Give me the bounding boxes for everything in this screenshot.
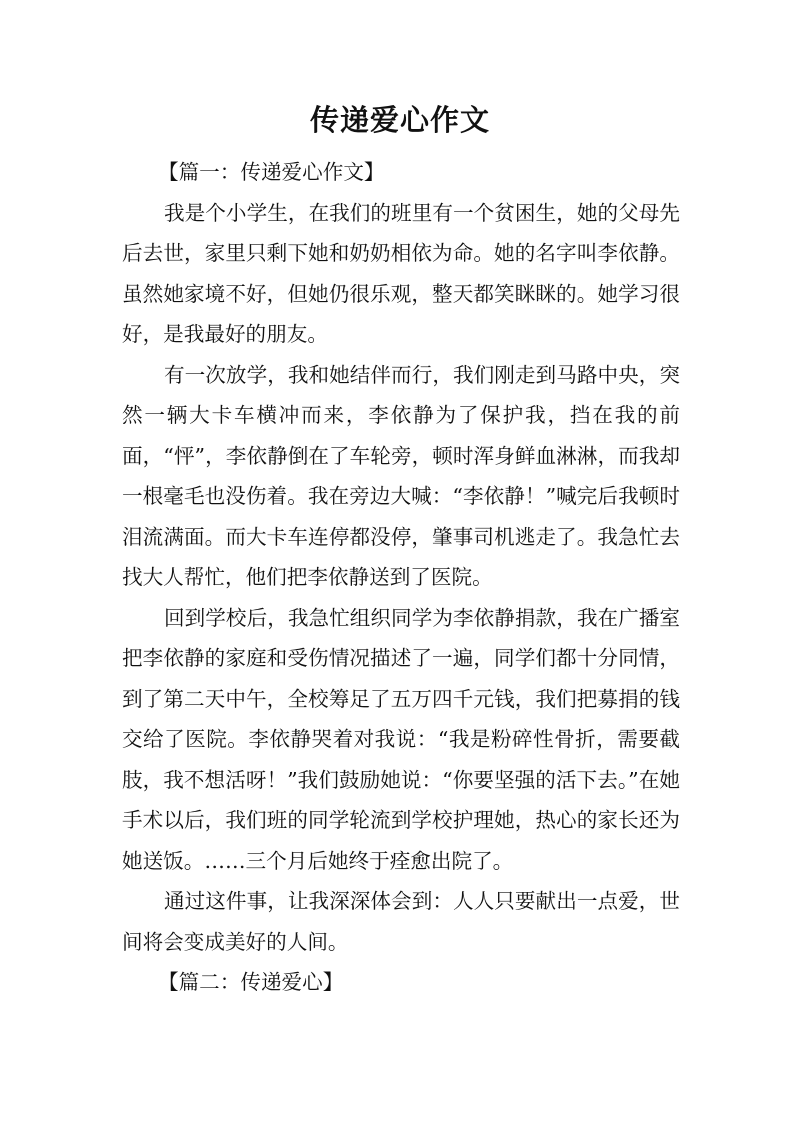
paragraph-3: 回到学校后，我急忙组织同学为李依静捐款，我在广播室把李依静的家庭和受伤情况描述了一遍，同学们都十分同情，到了第二天中午，全校筹足了五万四千元钱，我们把募捐的钱交给了医院。李依静哭着对我说：“我是粉碎性骨折，需要截肢，我不想活呀！”我们鼓励她说：“你要坚强的活下去。”在她手术以后，我们班的同学轮流到学校护理她，热心的家长还为她送饭。……三个月后她终于痊愈出院了。: [122, 605, 680, 873]
section-1-heading: 【篇一：传递爱心作文】: [158, 160, 385, 184]
paragraph-2: 有一次放学，我和她结伴而行，我们刚走到马路中央，突然一辆大卡车横冲而来，李依静为了保护我，挡在我的前面，“怦”，李依静倒在了车轮旁，顿时浑身鲜血淋淋，而我却一根毫毛也没伤着。我在旁边大喊：“李依静！”喊完后我顿时泪流满面。而大卡车连停都没停，肇事司机逃走了。我急忙去找大人帮忙，他们把李依静送到了医院。: [122, 362, 680, 589]
document-title: 传递爱心作文: [309, 103, 490, 137]
paragraph-1: 我是个小学生，在我们的班里有一个贫困生，她的父母先后去世，家里只剩下她和奶奶相依为命。她的名字叫李依静。虽然她家境不好，但她仍很乐观，整天都笑眯眯的。她学习很好，是我最好的朋友。: [122, 200, 680, 346]
document-body: [122, 152, 680, 1003]
paragraph-4: 通过这件事，让我深深体会到：人人只要献出一点爱，世间将会变成美好的人间。: [122, 889, 680, 954]
section-2-heading: 【篇二：传递爱心】: [158, 970, 344, 994]
